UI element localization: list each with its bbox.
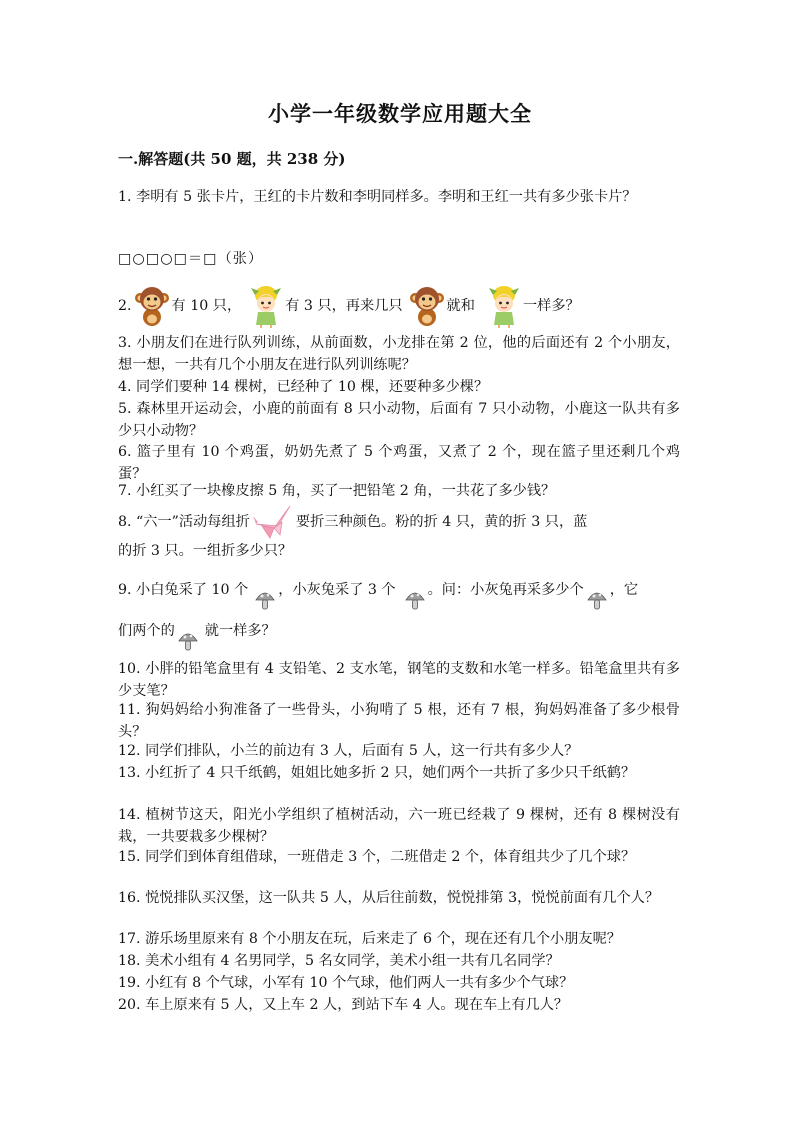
question-16: 16. 悦悦排队买汉堡，这一队共 5 人，从后往前数，悦悦排第 3，悦悦前面有几个人？ xyxy=(118,890,660,906)
question-6: 6. 篮子里有 10 个鸡蛋，奶奶先煮了 5 个鸡蛋，又煮了 2 个，现在篮子里还剩几个鸡蛋？ xyxy=(118,444,680,482)
question-8-continued: 的折 3 只。一组折多少只？ xyxy=(118,543,293,559)
question-17: 17. 游乐场里原来有 8 个小朋友在玩，后来走了 6 个，现在还有几个小朋友呢？ xyxy=(118,931,621,947)
girl-icon xyxy=(487,284,521,328)
question-2-number: 2. xyxy=(118,298,132,314)
question-9-part-e: 们两个的 xyxy=(118,623,175,639)
question-2-part-a: 有 10 只， xyxy=(171,298,242,314)
monkey-icon xyxy=(409,284,445,328)
monkey-icon xyxy=(134,284,170,328)
question-14: 14. 植树节这天，阳光小学组织了植树活动，六一班已经栽了 9 棵树，还有 8 棵树没有栽，一共要栽多少棵树？ xyxy=(118,807,680,845)
section-heading: 一.解答题(共 50 题，共 238 分) xyxy=(118,150,346,168)
question-15: 15. 同学们到体育组借球，一班借走 3 个，二班借走 2 个，体育组共少了几个球？ xyxy=(118,849,636,865)
question-9-part-a: 9. 小白兔采了 10 个 xyxy=(118,582,249,598)
page-title: 小学一年级数学应用题大全 xyxy=(268,101,532,126)
mushroom-icon xyxy=(254,588,276,612)
girl-icon xyxy=(249,284,283,328)
paper-crane-icon xyxy=(252,502,294,540)
question-7: 7. 小红买了一块橡皮擦 5 角，买了一把铅笔 2 角，一共花了多少钱？ xyxy=(118,483,556,499)
question-13: 13. 小红折了 4 只千纸鹤，姐姐比她多折 2 只，她们两个一共折了多少只千纸鹤？ xyxy=(118,765,636,781)
question-9 xyxy=(118,579,680,612)
question-20: 20. 车上原来有 5 人，又上车 2 人，到站下车 4 人。现在车上有几人？ xyxy=(118,997,569,1013)
question-2 xyxy=(118,284,680,328)
question-8-part-b: 要折三种颜色。粉的折 4 只，黄的折 3 只，蓝 xyxy=(295,514,588,530)
question-1: 1. 李明有 5 张卡片，王红的卡片数和李明同样多。李明和王红一共有多少张卡片？ xyxy=(118,189,637,205)
mushroom-icon xyxy=(586,588,608,612)
question-9-continued xyxy=(118,620,680,653)
question-11: 11. 狗妈妈给小狗准备了一些骨头，小狗啃了 5 根，还有 7 根，狗妈妈准备了多少根骨头？ xyxy=(118,702,680,740)
question-10: 10. 小胖的铅笔盒里有 4 支铅笔、2 支水笔，钢笔的支数和水笔一样多。铅笔盒里共有多少支笔？ xyxy=(118,661,680,699)
question-19: 19. 小红有 8 个气球，小军有 10 个气球，他们两人一共有多少个气球？ xyxy=(118,975,574,991)
question-3: 3. 小朋友们在进行队列训练，从前面数，小龙排在第 2 位，他的后面还有 2 个小朋友，想一想，一共有几个小朋友在进行队列训练呢？ xyxy=(118,335,680,373)
question-18: 18. 美术小组有 4 名男同学，5 名女同学，美术小组一共有几名同学？ xyxy=(118,953,560,969)
mushroom-icon xyxy=(177,629,199,653)
question-9-part-f: 就一样多？ xyxy=(204,623,276,639)
question-9-part-b: ，小灰兔采了 3 个 xyxy=(278,582,396,598)
question-2-part-b: 有 3 只，再来几只 xyxy=(285,298,403,314)
question-9-part-d: ，它 xyxy=(609,582,639,598)
question-1-formula: □○□○□＝□（张） xyxy=(118,251,264,267)
question-5: 5. 森林里开运动会，小鹿的前面有 8 只小动物，后面有 7 只小动物，小鹿这一队共有多少只小动物？ xyxy=(118,401,680,439)
question-12: 12. 同学们排队，小兰的前边有 3 人，后面有 5 人，这一行共有多少人？ xyxy=(118,743,579,759)
question-9-part-c: 。问：小灰兔再采多少个 xyxy=(427,582,584,598)
question-8-part-a: 8. “六一”活动每组折 xyxy=(118,514,250,530)
mushroom-icon xyxy=(404,588,426,612)
question-4: 4. 同学们要种 14 棵树，已经种了 10 棵，还要种多少棵？ xyxy=(118,379,489,395)
question-2-part-d: 一样多？ xyxy=(522,298,580,314)
question-8 xyxy=(118,502,680,540)
question-2-part-c: 就和 xyxy=(446,298,475,314)
